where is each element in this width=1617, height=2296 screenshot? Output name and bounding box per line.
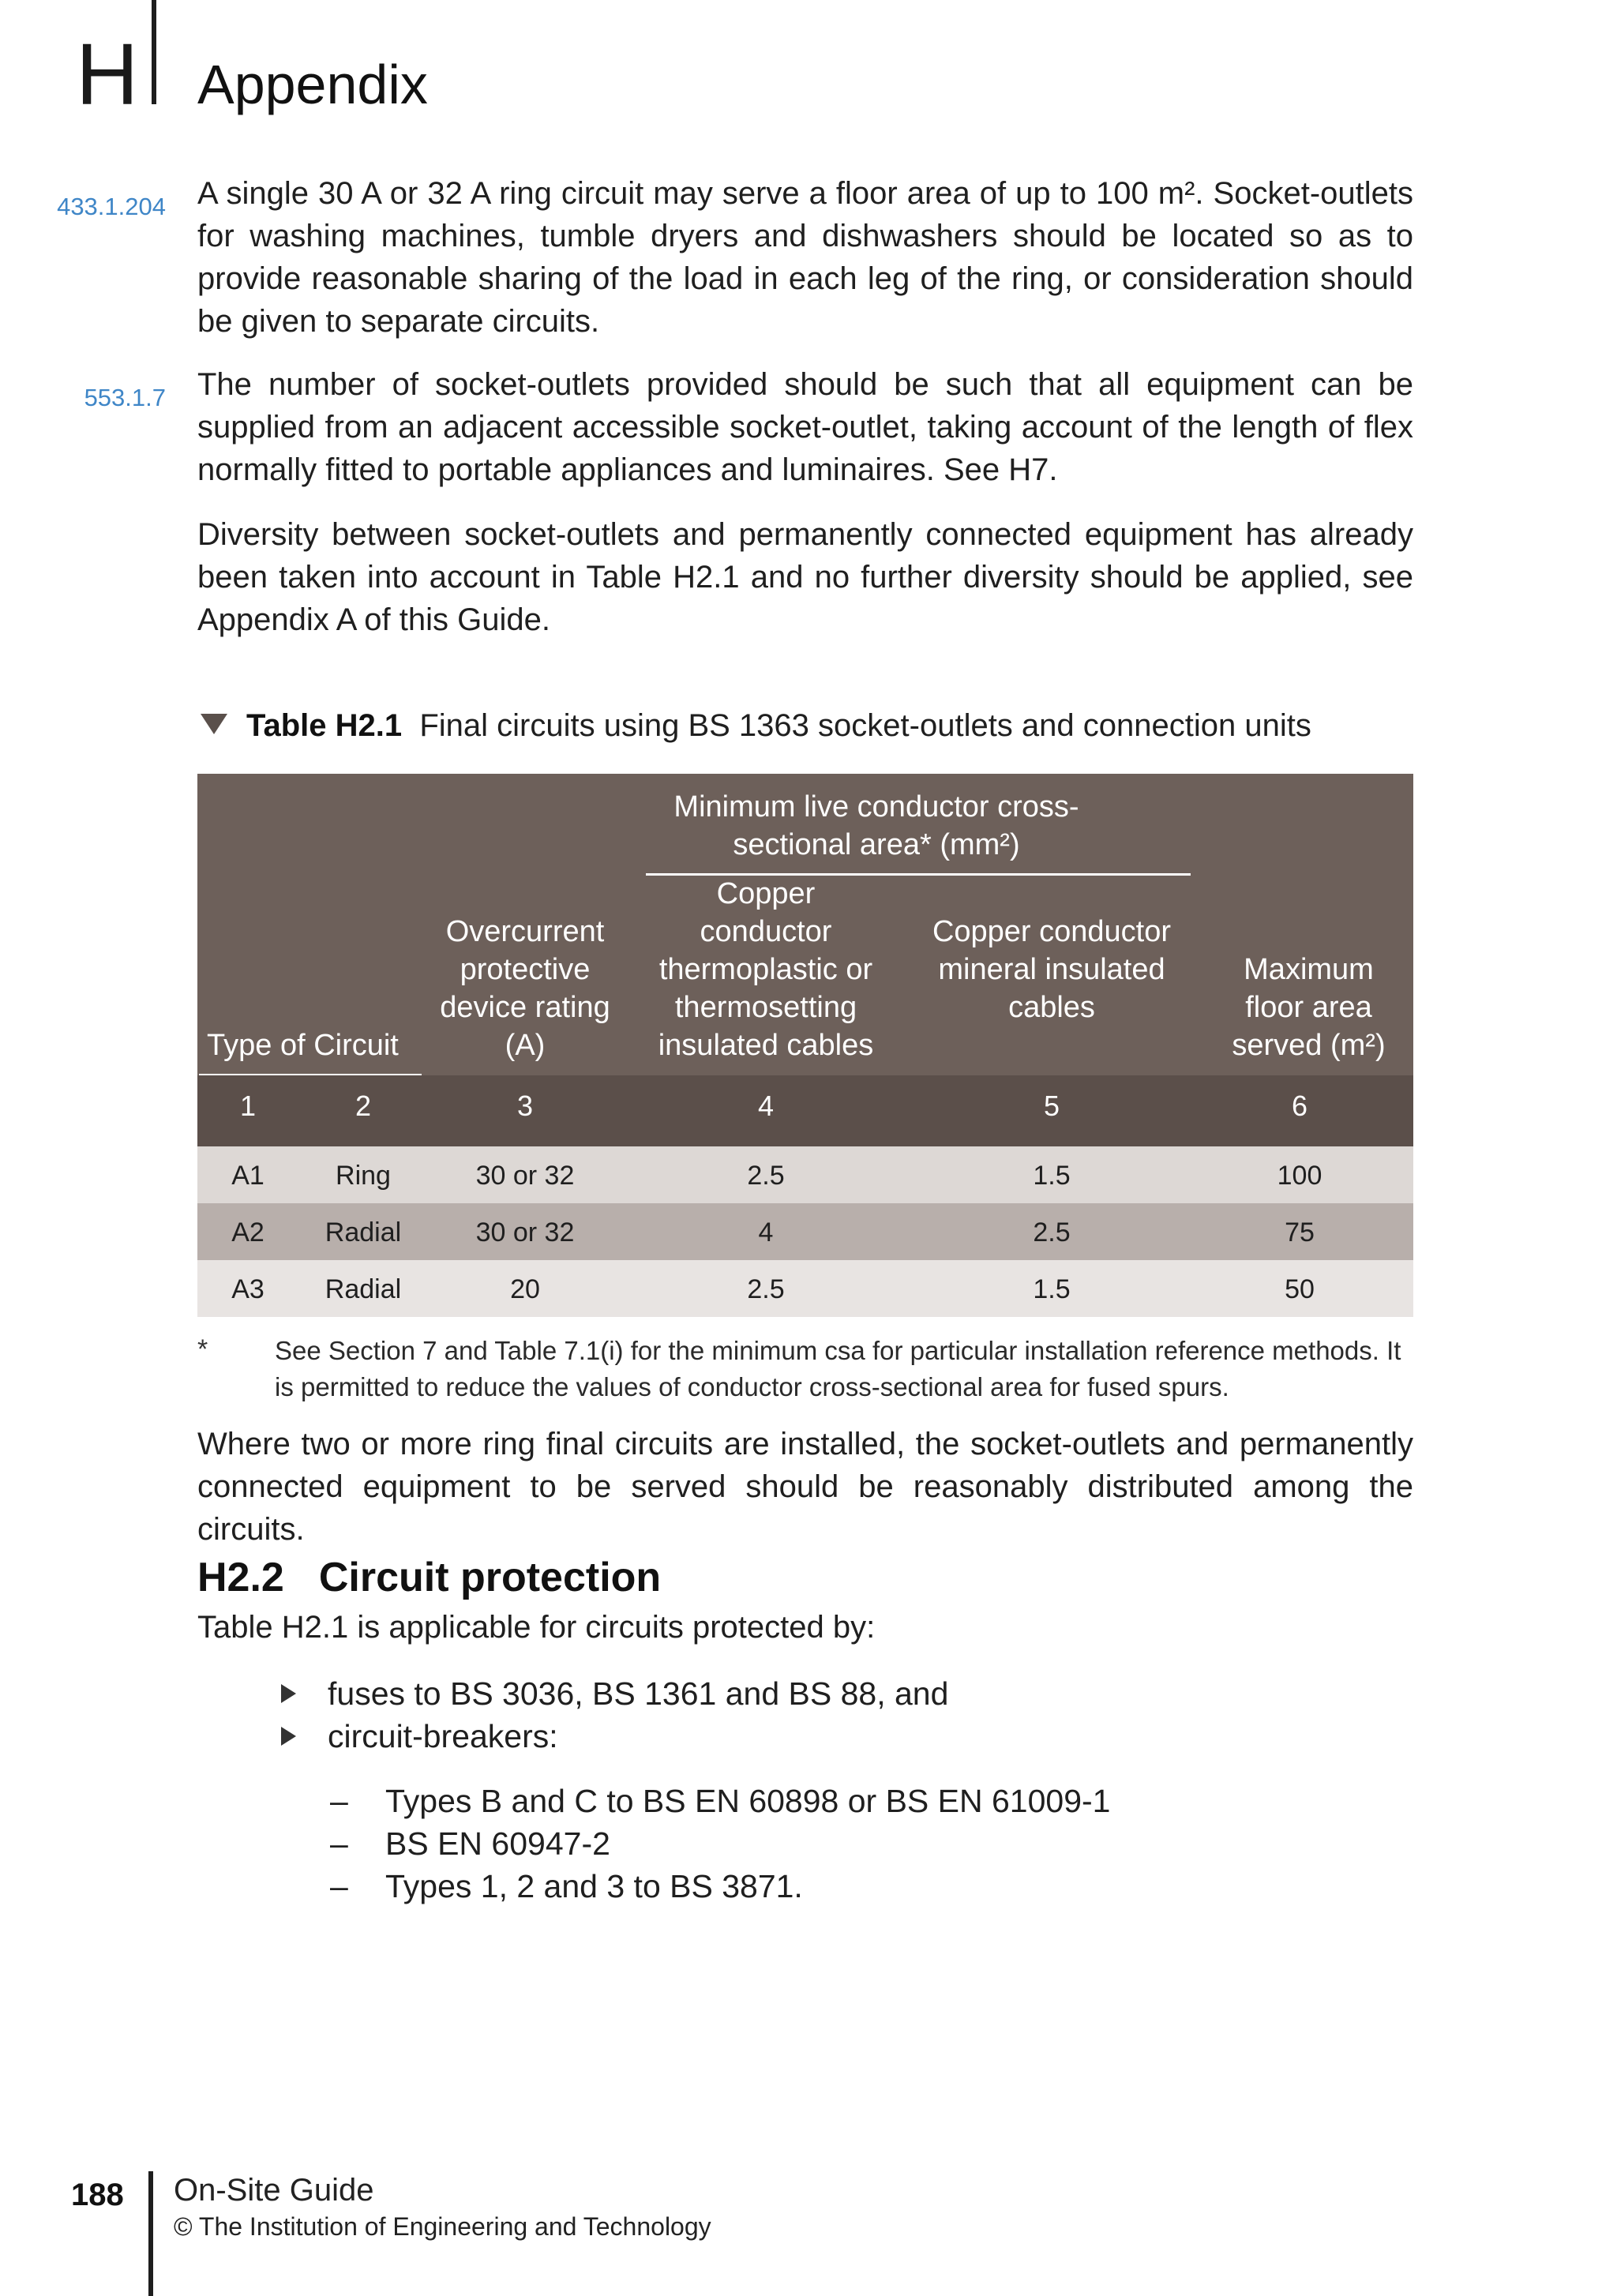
footer-copyright: © The Institution of Engineering and Technology [174, 2212, 711, 2241]
cell-type: Radial [325, 1274, 402, 1304]
col-number: 3 [516, 1090, 534, 1122]
caption-triangle-icon [201, 714, 227, 734]
section-intro: Table H2.1 is applicable for circuits protected by: [197, 1610, 876, 1645]
section-heading [197, 1554, 661, 1601]
footer-rule [148, 2171, 153, 2296]
col-number: 2 [355, 1090, 372, 1122]
sub-list-item [330, 1822, 610, 1865]
list-item-text: circuit-breakers: [328, 1718, 558, 1754]
table-caption [201, 704, 1311, 747]
page-number: 188 [71, 2178, 124, 2212]
cell-id: A1 [231, 1161, 264, 1191]
cell-thermo: 2.5 [747, 1161, 785, 1191]
dash-marker: – [330, 1783, 348, 1819]
table-row [197, 1203, 1413, 1260]
sub-list-item [330, 1780, 1110, 1822]
cell-thermo: 4 [758, 1217, 774, 1247]
col-number: 6 [1291, 1090, 1308, 1122]
col-header-copper-mineral: Copper conductor mineral insulated cables [932, 915, 1172, 1024]
paragraph-1: A single 30 A or 32 A ring circuit may serve a floor area of up to 100 m². Socket-outlets for washing machines, tumble dryers and dishwashers should be located so as to provide reasonable sharing of the load in each leg of the ring, or consideration should be given to separate circuits. [197, 176, 1413, 339]
footer-guide-title: On-Site Guide [174, 2173, 374, 2208]
bullet-triangle-icon [281, 1684, 296, 1703]
sub-list-item [330, 1865, 803, 1908]
cell-mineral: 2.5 [1033, 1217, 1071, 1247]
paragraph-2: The number of socket-outlets provided should be such that all equipment can be supplied from an adjacent accessible socket-outlet, taking account of the length of flex normally fitted to portable appliances and luminaires. See H7. [197, 367, 1413, 487]
cell-id: A3 [231, 1274, 264, 1304]
list-item [281, 1715, 558, 1758]
col-number: 4 [757, 1090, 775, 1122]
section-title: Circuit protection [318, 1555, 662, 1600]
paragraph-after-table: Where two or more ring final circuits are installed, the socket-outlets and permanently connected equipment to be served should be reasonably distributed among the circuits. [197, 1427, 1413, 1547]
group-header: Minimum live conductor cross-sectional area* (mm²) [673, 790, 1079, 861]
table-header [197, 774, 1413, 1146]
table-caption-label: Table H2.1 [246, 708, 403, 743]
sub-list-item-text: BS EN 60947-2 [385, 1825, 610, 1862]
data-table [197, 774, 1413, 1317]
column-number-bar [197, 1075, 1413, 1146]
bullet-triangle-icon [281, 1727, 296, 1746]
col-number: 1 [239, 1090, 257, 1122]
regulation-ref-1: 433.1.204 [57, 193, 166, 220]
sub-list-item-text: Types 1, 2 and 3 to BS 3871. [385, 1868, 803, 1904]
table-caption-text: Final circuits using BS 1363 socket-outlets and connection units [419, 708, 1311, 743]
header-rule [152, 0, 156, 104]
regulation-ref-2: 553.1.7 [84, 384, 166, 411]
cell-area: 50 [1285, 1274, 1315, 1304]
cell-type: Ring [336, 1161, 391, 1191]
table-row [197, 1260, 1413, 1317]
col-header-type: Type of Circuit [207, 1029, 399, 1062]
list-item-text: fuses to BS 3036, BS 1361 and BS 88, and [328, 1675, 949, 1712]
chapter-title: Appendix [197, 54, 428, 115]
cell-ocpd: 30 or 32 [475, 1161, 575, 1191]
dash-marker: – [330, 1868, 348, 1904]
chapter-letter: H [76, 26, 139, 123]
cell-type: Radial [325, 1217, 402, 1247]
col-number: 5 [1043, 1090, 1060, 1122]
footnote-marker: * [197, 1334, 208, 1364]
col-header-copper-thermo: Copper conductor thermoplastic or thermosetting insulated cables [658, 877, 874, 1062]
col-header-floor-area: Maximum floor area served (m²) [1232, 953, 1386, 1062]
cell-mineral: 1.5 [1033, 1274, 1071, 1304]
cell-ocpd: 20 [510, 1274, 540, 1304]
cell-mineral: 1.5 [1033, 1161, 1071, 1191]
table-footnote: See Section 7 and Table 7.1(i) for the minimum csa for particular installation reference methods. It is permitted to reduce the values of conductor cross-sectional area for fused spurs. [275, 1336, 1401, 1401]
col-header-ocpd: Overcurrent protective device rating (A) [440, 915, 610, 1062]
paragraph-3: Diversity between socket-outlets and permanently connected equipment has already been taken into account in Table H2.1 and no further diversity should be applied, see Appendix A of this Guide. [197, 517, 1413, 637]
list-item [281, 1672, 948, 1715]
cell-area: 100 [1277, 1161, 1322, 1191]
cell-area: 75 [1285, 1217, 1315, 1247]
dash-marker: – [330, 1825, 348, 1862]
cell-id: A2 [231, 1217, 264, 1247]
table-row [197, 1146, 1413, 1203]
cell-thermo: 2.5 [747, 1274, 785, 1304]
cell-ocpd: 30 or 32 [475, 1217, 575, 1247]
section-number: H2.2 [197, 1555, 284, 1600]
sub-list-item-text: Types B and C to BS EN 60898 or BS EN 61009-1 [385, 1783, 1111, 1819]
